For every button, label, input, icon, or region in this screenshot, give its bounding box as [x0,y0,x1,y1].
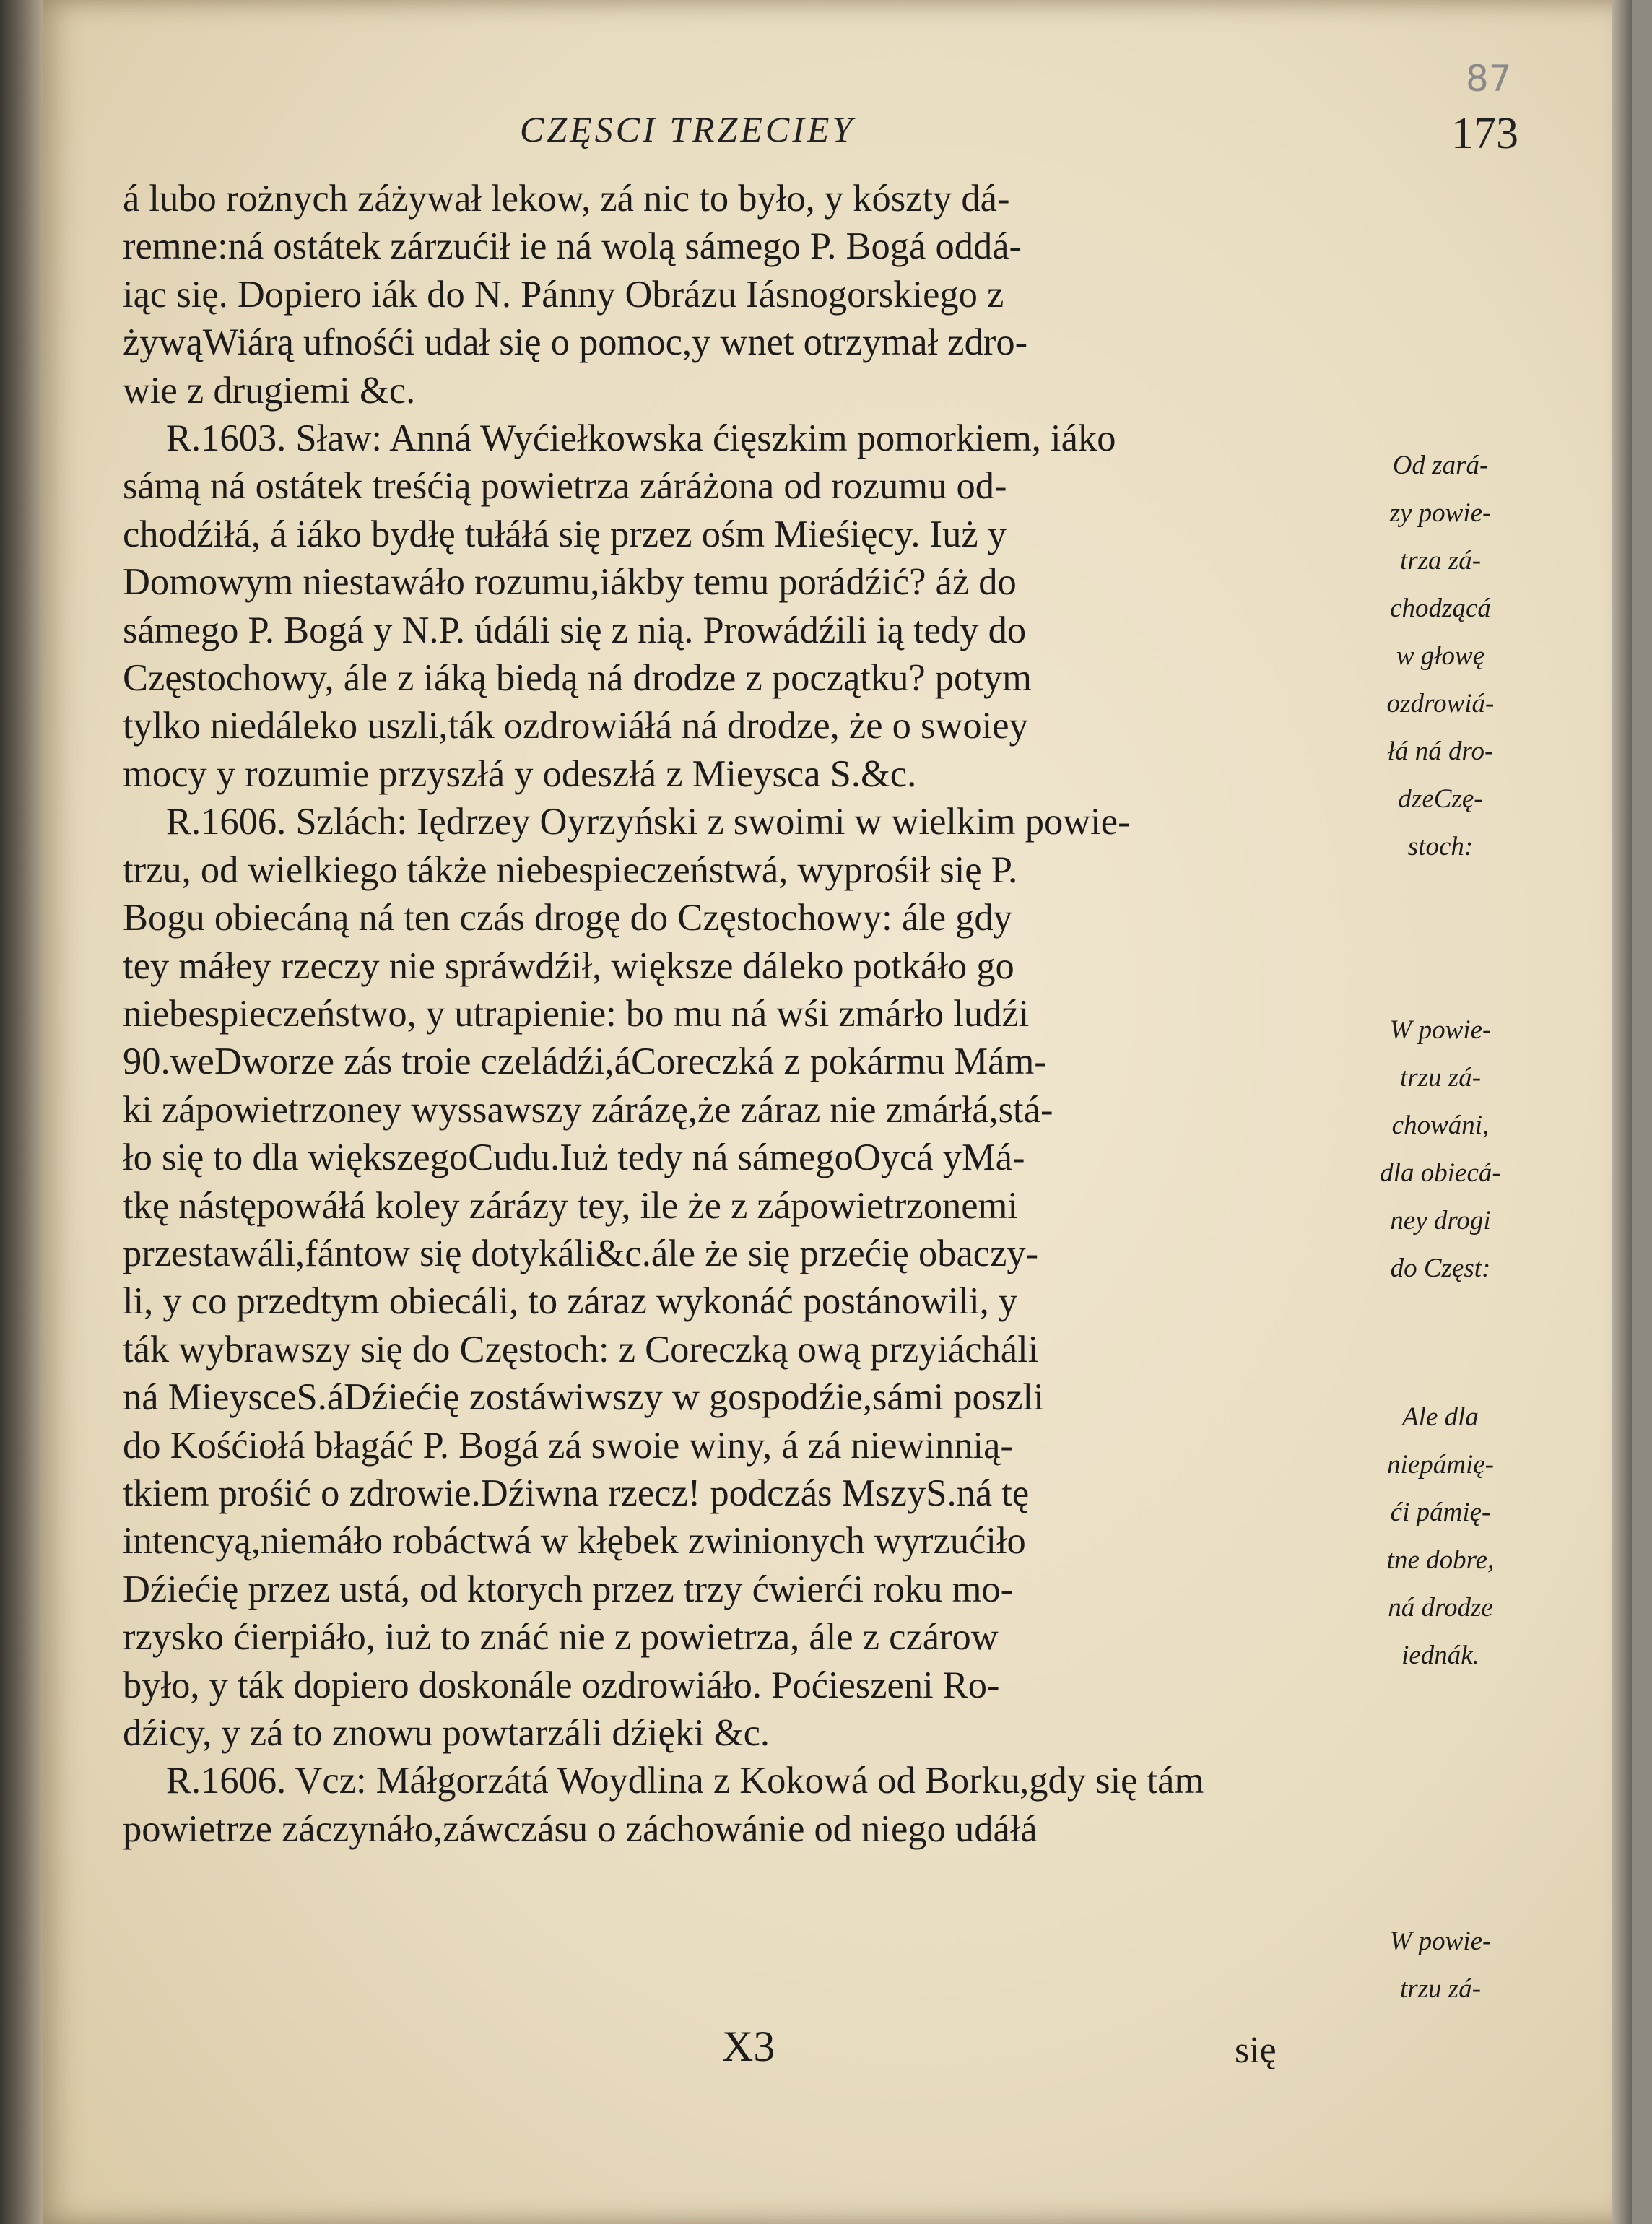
text-line: ták wybrawszy się do Częstoch: z Coreczką ową przyiácháli [123,1328,1039,1371]
margin-note-line: łá ná dro- [1387,737,1494,766]
text-line: chodźiłá, á iáko bydłę tułáłá się przez ośm Mieśięcy. Iuż y [123,513,1007,555]
text-line: 90.weDworze zás troie czeládźi,áCoreczká z pokármu Mám- [123,1041,1047,1083]
text-line: było, y ták dopiero doskonále ozdrowiáło. Poćieszeni Ro- [123,1664,1000,1706]
margin-note-line: do Częst: [1390,1254,1491,1283]
text-line: niebespieczeństwo, y utrapienie: bo mu ná wśi zmárło ludźi [123,992,1030,1035]
margin-note-line: trza zá- [1399,546,1482,575]
margin-note-line: ozdrowiá- [1386,689,1495,718]
margin-note-line: Ale dla [1402,1402,1479,1432]
text-line: do Kośćiołá błagáć P. Bogá zá swoie winy, á zá niewinnią- [123,1424,1013,1467]
text-line: tkiem prośić o zdrowie.Dźiwna rzecz! podczás MszyS.ná tę [123,1472,1030,1514]
text-line: R.1606. Vcz: Máłgorzátá Woydlina z Kokowá od Borku,gdy się tám [166,1760,1204,1802]
page-number: 173 [1451,109,1518,158]
margin-note-line: zy powie- [1389,498,1492,528]
margin-note-line: iednák. [1401,1641,1479,1670]
margin-note-line: w głowę [1396,641,1485,671]
signature-mark: X3 [722,2023,775,2070]
text-line: rzysko ćierpiáło, iuż to znáć nie z powietrza, ále z czárow [123,1616,999,1659]
text-line: tey máłey rzeczy nie spráwdźił, większe dáleko potkáło go [123,944,1014,987]
catchword: się [1235,2030,1277,2071]
text-line: R.1603. Sław: Anná Wyćiełkowska ćięszkim pomorkiem, iáko [166,417,1116,460]
text-line: Domowym niestawáło rozumu,iákby temu porádźić? áż do [123,561,1017,604]
margin-note-line: ći pámię- [1390,1498,1491,1527]
text-line: á lubo rożnych záżywał lekow, zá nic to było, y kószty dá- [123,178,1010,220]
text-line: ło się to dla większegoCudu.Iuż tedy ná sámegoOycá yMá- [123,1137,1025,1179]
text-line: sámego P. Bogá y N.P. údáli się z nią. Prowádźili ią tedy do [123,609,1027,651]
text-line: powietrze záczynáło,záwczásu o záchowánie od niego udáłá [123,1807,1038,1850]
text-line: Bogu obiecáną ná ten czás drogę do Częstochowy: ále gdy [123,897,1012,939]
text-line: mocy y rozumie przyszłá y odeszłá z Mieysca S.&c. [123,752,917,795]
main-text-block [123,175,1365,1853]
text-line: Dźiećię przez ustá, od ktorych przez trzy ćwierći roku mo- [123,1568,1014,1610]
margin-note-line: chodzącá [1390,594,1491,623]
margin-note-line: tne dobre, [1386,1545,1495,1575]
margin-note-line: ná drodze [1388,1593,1493,1623]
margin-note-line: dla obiecá- [1380,1158,1501,1188]
margin-note-4 [1350,1918,1531,2013]
text-line: tylko niedáleko uszli,ták ozdrowiáłá ná drodze, że o swoiey [123,705,1028,747]
margin-note-line: stoch: [1407,832,1474,861]
text-line: wie z drugiemi &c. [123,369,416,412]
margin-note-line: W powie- [1389,1015,1492,1045]
text-line: dźicy, y zá to znowu powtarzáli dźięki &c. [123,1712,770,1754]
running-header: CZĘSCI TRZECIEY [520,109,856,149]
text-line: tkę nástępowáłá koley zárázy tey, ile że z zápowietrzonemi [123,1184,1018,1227]
text-line: remne:ná ostátek zárzućił ie ná wolą sámego P. Bogá oddá- [123,225,1022,268]
margin-note-2 [1350,1007,1531,1293]
margin-note-line: chowáni, [1391,1111,1490,1140]
text-line: R.1606. Szlách: Iędrzey Oyrzyński z swoimi w wielkim powie- [166,801,1131,843]
margin-note-line: Od zará- [1392,451,1489,480]
text-line: sámą ná ostátek treśćią powietrza záráżona od rozumu od- [123,465,1007,508]
text-line: przestawáli,fántow się dotykáli&c.ále że się przećię obaczy- [123,1232,1039,1274]
margin-note-line: trzu zá- [1399,1974,1482,2004]
text-line: trzu, od wielkiego tákże niebespieczeństwá, wyprośił się P. [123,848,1018,891]
margin-note-line: dzeCzę- [1398,784,1483,814]
text-line: Częstochowy, ále z iáką biedą ná drodze z początku? potym [123,657,1032,700]
text-line: intencyą,niemáło robáctwá w kłębek zwinionych wyrzućiło [123,1520,1026,1563]
text-line: ná MieysceS.áDźiećię zostáwiwszy w gospodźie,sámi poszli [123,1376,1044,1419]
margin-note-line: niepámię- [1387,1450,1494,1480]
pencil-folio-mark: 87 [1466,58,1512,100]
text-line: ki zápowietrzoney wyssawszy zárázę,że záraz nie zmárłá,stá- [123,1088,1053,1131]
margin-note-3 [1350,1394,1531,1680]
page-edge [1612,0,1632,2224]
text-line: iąc się. Dopiero iák do N. Pánny Obrázu Iásnogorskiego z [123,273,1004,316]
text-line: li, y co przedtym obiecáli, to záraz wykonáć postánowili, y [123,1280,1018,1323]
margin-note-1 [1350,442,1531,871]
margin-note-line: W powie- [1389,1927,1492,1956]
margin-note-line: trzu zá- [1399,1063,1482,1093]
text-line: żywąWiárą ufnośći udał się o pomoc,y wnet otrzymał zdro- [123,321,1028,364]
margin-note-line: ney drogi [1390,1206,1491,1235]
